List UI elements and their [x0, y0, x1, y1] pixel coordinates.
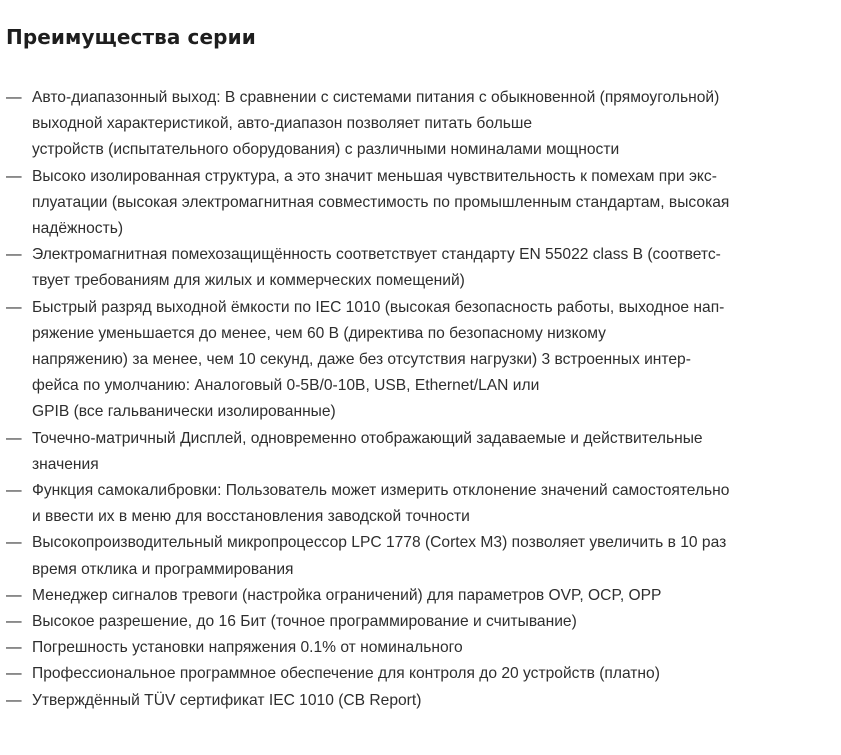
feature-line: — Высоко изолированная структура, а это значит меньшая чувствительность к помехам при экс-: [32, 167, 717, 185]
feature-item: [6, 609, 796, 635]
feature-item: [6, 583, 796, 609]
feature-item: [6, 164, 796, 243]
feature-line: — Высокопроизводительный микропроцессор LPC 1778 (Cortex M3) позволяет увеличить в 10 раз: [32, 534, 727, 552]
feature-line: — Функция самокалибровки: Пользователь может измерить отклонение значений самостоятельно: [32, 482, 730, 500]
feature-line: напряжению) за менее, чем 10 секунд, даже без отсутствия нагрузки) 3 встроенных интер-: [32, 351, 691, 369]
features-list: [6, 85, 796, 714]
feature-item: [6, 85, 796, 164]
feature-line: — Авто-диапазонный выход: В сравнении с системами питания с обыкновенной (прямоугольной): [32, 89, 720, 106]
feature-line: и ввести их в меню для восстановления заводской точности: [32, 508, 470, 526]
section-title: Преимущества серии: [6, 25, 256, 49]
feature-item: [6, 688, 796, 714]
feature-line: — Утверждённый TÜV сертификат IEC 1010 (CB Report): [32, 691, 422, 709]
feature-item: [6, 426, 796, 478]
feature-line: выходной характеристикой, авто-диапазон позволяет питать больше: [32, 115, 533, 133]
feature-line: — Высокое разрешение, до 16 Бит (точное программирование и считывание): [32, 613, 577, 631]
feature-line: время отклика и программирования: [32, 560, 294, 578]
feature-line: — Профессиональное программное обеспечение для контроля до 20 устройств (платно): [32, 665, 660, 683]
feature-line: надёжность): [32, 220, 124, 238]
feature-line: значения: [32, 455, 99, 473]
feature-item: [6, 242, 796, 294]
feature-line: твует требованиям для жилых и коммерческих помещений): [32, 272, 465, 290]
feature-line: — Точечно-матричный Дисплей, одновременно отображающий задаваемые и действительные: [32, 429, 703, 447]
feature-line: фейса по умолчанию: Аналоговый 0-5В/0-10В, USB, Ethernet/LAN или: [32, 377, 540, 395]
feature-line: — Погрешность установки напряжения 0.1% от номинального: [32, 639, 463, 657]
feature-item: [6, 478, 796, 530]
feature-item: [6, 635, 796, 661]
feature-line: устройств (испытательного оборудования) с различными номиналами мощности: [32, 141, 620, 159]
feature-line: — Электромагнитная помехозащищённость соответствует стандарту EN 55022 class B (соответс-: [32, 246, 721, 264]
feature-item: [6, 661, 796, 687]
feature-line: — Менеджер сигналов тревоги (настройка ограничений) для параметров OVP, OCP, OPP: [32, 586, 662, 604]
feature-item: [6, 530, 796, 582]
feature-line: — Быстрый разряд выходной ёмкости по IEC 1010 (высокая безопасность работы, выходное нап-: [32, 298, 725, 316]
feature-item: [6, 295, 796, 426]
feature-line: ряжение уменьшается до менее, чем 60 В (директива по безопасному низкому: [32, 324, 606, 342]
feature-line: GPIB (все гальванически изолированные): [32, 403, 336, 421]
feature-line: плуатации (высокая электромагнитная совместимость по промышленным стандартам, высокая: [32, 193, 730, 211]
